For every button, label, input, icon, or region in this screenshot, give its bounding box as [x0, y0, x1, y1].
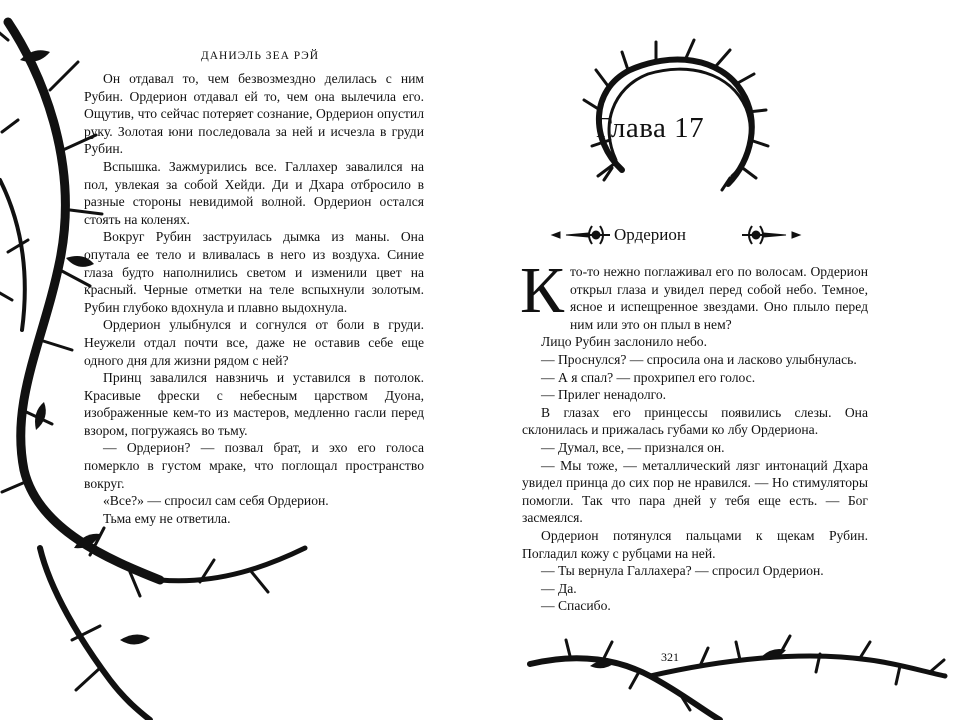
paragraph: — Спасибо.	[541, 598, 611, 614]
character-name: Ордерион	[614, 225, 686, 244]
paragraph: Ордерион улыбнулся и согнулся от боли в груди. Неужели отдал почти все, даже не оставив себе еще одного дня для жизни рядом с ней?	[84, 317, 424, 368]
paragraph: Вспышка. Зажмурились все. Галлахер завалился на пол, увлекая за собой Хейди. Ди и Дхара отбросило в разные стороны невидимой волной. Ордерион остался стоять на коленях.	[84, 158, 424, 227]
paragraph: — А я спал? — прохрипел его голос.	[541, 369, 756, 385]
paragraph: — Прилег ненадолго.	[541, 387, 667, 403]
paragraph: Тьма ему не ответила.	[103, 510, 231, 526]
chapter-title: Глава 17	[595, 112, 705, 144]
paragraph: — Проснулся? — спросила она и ласково улыбнулась.	[541, 351, 857, 367]
page-number: 321	[661, 650, 679, 664]
left-page-text	[84, 70, 424, 527]
paragraph: — Думал, все, — признался он.	[541, 439, 725, 455]
paragraph: — Ордерион? — позвал брат, и эхо его голоса померкло в густом мраке, что поглощал пространство вокруг.	[84, 440, 424, 491]
paragraph: Принц завалился навзничь и уставился в потолок. Красивые фрески с небесным царством Дуона, изображенные кем-то из мастеров, медленно гасли перед взором, погружаясь во тьму.	[84, 370, 424, 438]
right-page-text	[520, 254, 868, 615]
right-page	[480, 0, 960, 720]
paragraph: — Да.	[541, 580, 577, 596]
paragraph: Вокруг Рубин заструилась дымка из маны. Она опутала ее тело и вливалась в него из воздуха. Синие глаза будто наполнились светом и изменили цвет на красный. Черные отметки на теле вспыхнули золотым. Рубин глубоко вдохнула и плавно выдохнула.	[84, 229, 424, 315]
paragraph: «Все?» — спросил сам себя Ордерион.	[103, 493, 329, 509]
paragraph: Он отдавал то, чем безвозмездно делилась с ним Рубин. Ордерион отдавал ей то, чем она вылечила его. Ощутив, что сейчас потеряет сознание, Ордерион опустил руку. Золотая юни последовала за ней и исчезла в груди Рубин.	[84, 71, 424, 157]
running-head: ДАНИЭЛЬ ЗЕА РЭЙ	[200, 50, 320, 62]
first-paragraph	[520, 254, 868, 333]
first-paragraph-text: то-то нежно поглаживал его по волосам. Ордерион открыл глаза и увидел перед собой небо. Темное, ясное и испещренное звездами. Оно плыло перед ним или это он плыл в нем?	[570, 264, 868, 332]
paragraph: Лицо Рубин заслонило небо.	[541, 334, 707, 350]
paragraph: В глазах его принцессы появились слезы. Она склонилась и прижалась губами ко лбу Ордериона.	[522, 404, 868, 438]
paragraph: — Мы тоже, — металлический лязг интонаций Дхара увидел принца до сих пор не нравился. — Но стимуляторы помогли. Так что пара дней у тебя еще есть. — Бог засмеялся.	[522, 457, 868, 526]
drop-cap: К	[520, 254, 565, 327]
paragraph: — Ты вернула Галлахера? — спросил Ордерион.	[541, 563, 824, 579]
paragraph: Ордерион потянулся пальцами к щекам Рубин. Погладил кожу с рубцами на ней.	[522, 527, 868, 561]
